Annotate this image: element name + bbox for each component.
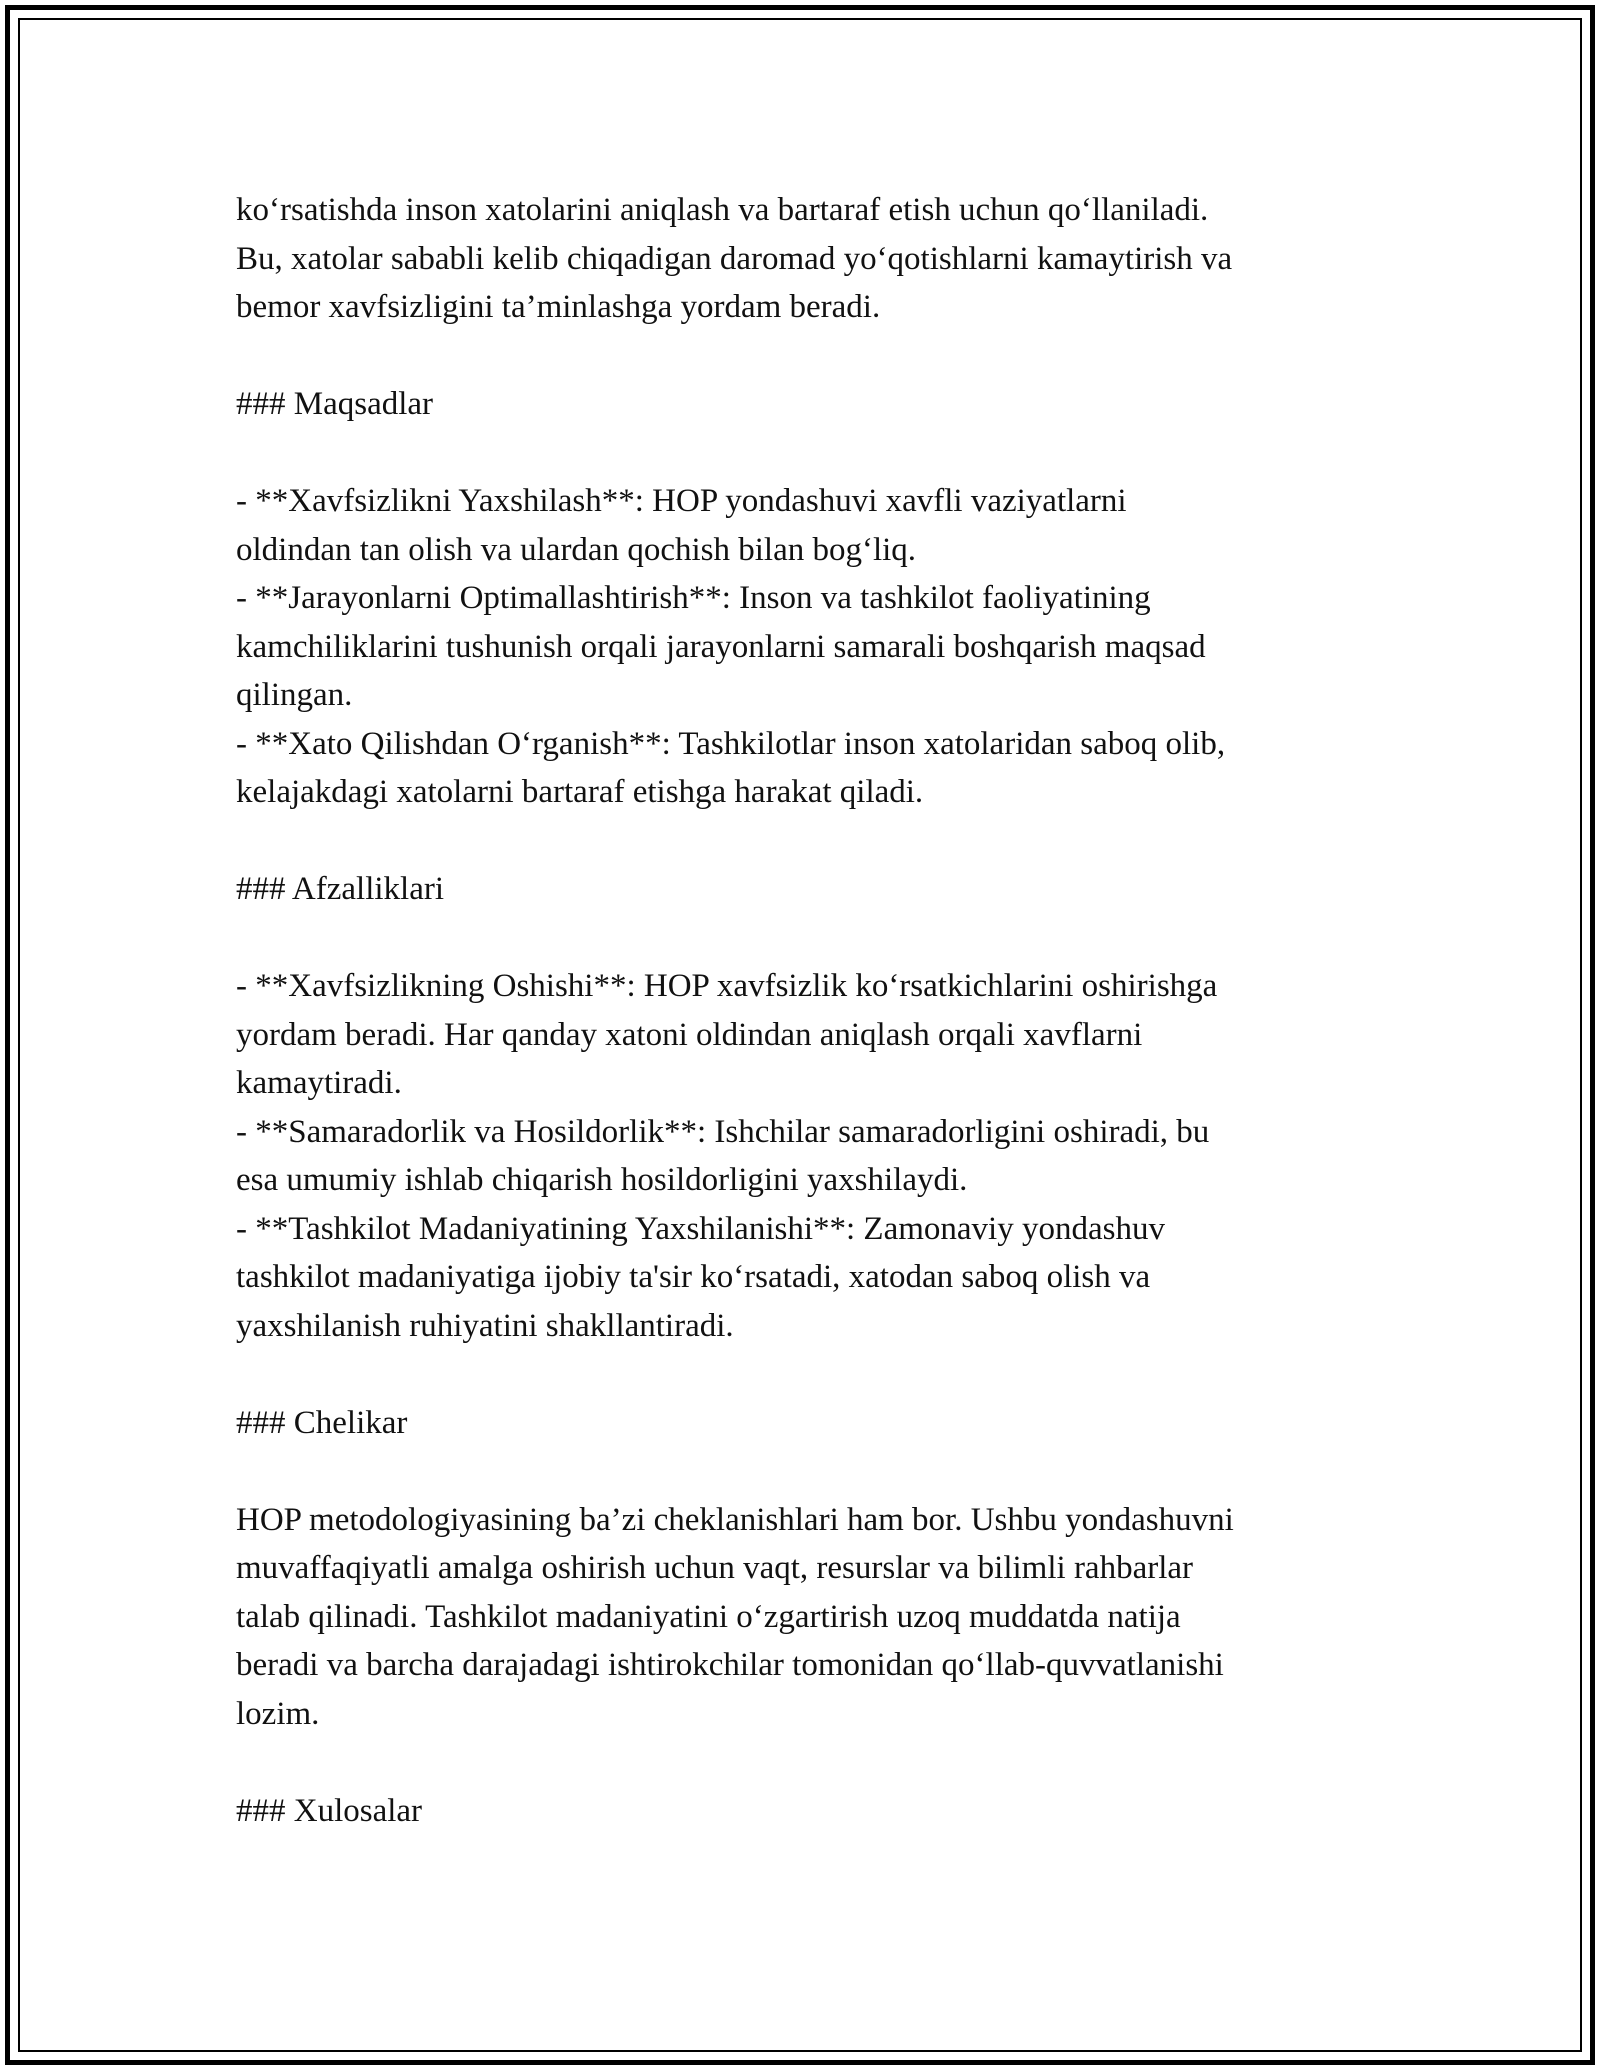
heading-challenges: ### Chelikar (236, 1404, 408, 1441)
paragraph-spacer (236, 332, 1366, 381)
benefits-line: - **Xavfsizlikning Oshishi**: HOP xavfsizlik ko‘rsatkichlarini oshirishga (236, 968, 1218, 1004)
heading-benefits: ### Afzalliklari (236, 871, 445, 907)
paragraph-spacer (236, 429, 1366, 478)
benefits-line: yordam beradi. Har qanday xatoni oldindan aniqlash orqali xavflarni (236, 1016, 1143, 1053)
goals-line: oldindan tan olish va ulardan qochish bilan bog‘liq. (236, 531, 917, 568)
benefits-line: yaxshilanish ruhiyatini shakllantiradi. (236, 1307, 734, 1344)
heading-conclusions: ### Xulosalar (236, 1792, 423, 1829)
goals-line: - **Jarayonlarni Optimallashtirish**: Inson va tashkilot faoliyatining (236, 580, 1151, 616)
benefits-line: - **Samaradorlik va Hosildorlik**: Ishchilar samaradorligini oshiradi, bu (236, 1113, 1210, 1150)
goals-line: kelajakdagi xatolarni bartaraf etishga harakat qiladi. (236, 774, 924, 810)
paragraph-spacer (236, 1738, 1366, 1787)
challenges-line: muvaffaqiyatli amalga oshirish uchun vaqt, resurslar va bilimli rahbarlar (236, 1550, 1194, 1586)
challenges-line: talab qilinadi. Tashkilot madaniyatini o‘zgartirish uzoq muddatda natija (236, 1598, 1181, 1635)
challenges-line: beradi va barcha darajadagi ishtirokchilar tomonidan qo‘llab-quvvatlanishi (236, 1647, 1224, 1683)
goals-line: - **Xavfsizlikni Yaxshilash**: HOP yondashuvi xavfli vaziyatlarni (236, 483, 1127, 519)
intro-line: ko‘rsatishda inson xatolarini aniqlash va bartaraf etish uchun qo‘llaniladi. (236, 192, 1209, 228)
challenges-line: lozim. (236, 1695, 320, 1732)
benefits-line: kamaytiradi. (236, 1065, 402, 1101)
goals-line: qilingan. (236, 677, 353, 713)
benefits-line: - **Tashkilot Madaniyatining Yaxshilanishi**: Zamonaviy yondashuv (236, 1210, 1165, 1247)
document-body (236, 186, 1366, 1835)
paragraph-spacer (236, 817, 1366, 866)
goals-line: kamchiliklarini tushunish orqali jarayonlarni samarali boshqarish maqsad (236, 628, 1206, 665)
challenges-line: HOP metodologiyasining ba’zi cheklanishlari ham bor. Ushbu yondashuvni (236, 1501, 1234, 1538)
benefits-line: esa umumiy ishlab chiqarish hosildorligini yaxshilaydi. (236, 1162, 968, 1198)
benefits-line: tashkilot madaniyatiga ijobiy ta'sir ko‘rsatadi, xatodan saboq olish va (236, 1259, 1151, 1295)
paragraph-spacer (236, 1350, 1366, 1399)
goals-line: - **Xato Qilishdan O‘rganish**: Tashkilotlar inson xatolaridan saboq olib, (236, 725, 1226, 762)
paragraph-spacer (236, 914, 1366, 963)
intro-line: bemor xavfsizligini ta’minlashga yordam beradi. (236, 289, 881, 325)
intro-line: Bu, xatolar sababli kelib chiqadigan daromad yo‘qotishlarni kamaytirish va (236, 240, 1233, 277)
heading-goals: ### Maqsadlar (236, 386, 434, 422)
paragraph-spacer (236, 1447, 1366, 1496)
